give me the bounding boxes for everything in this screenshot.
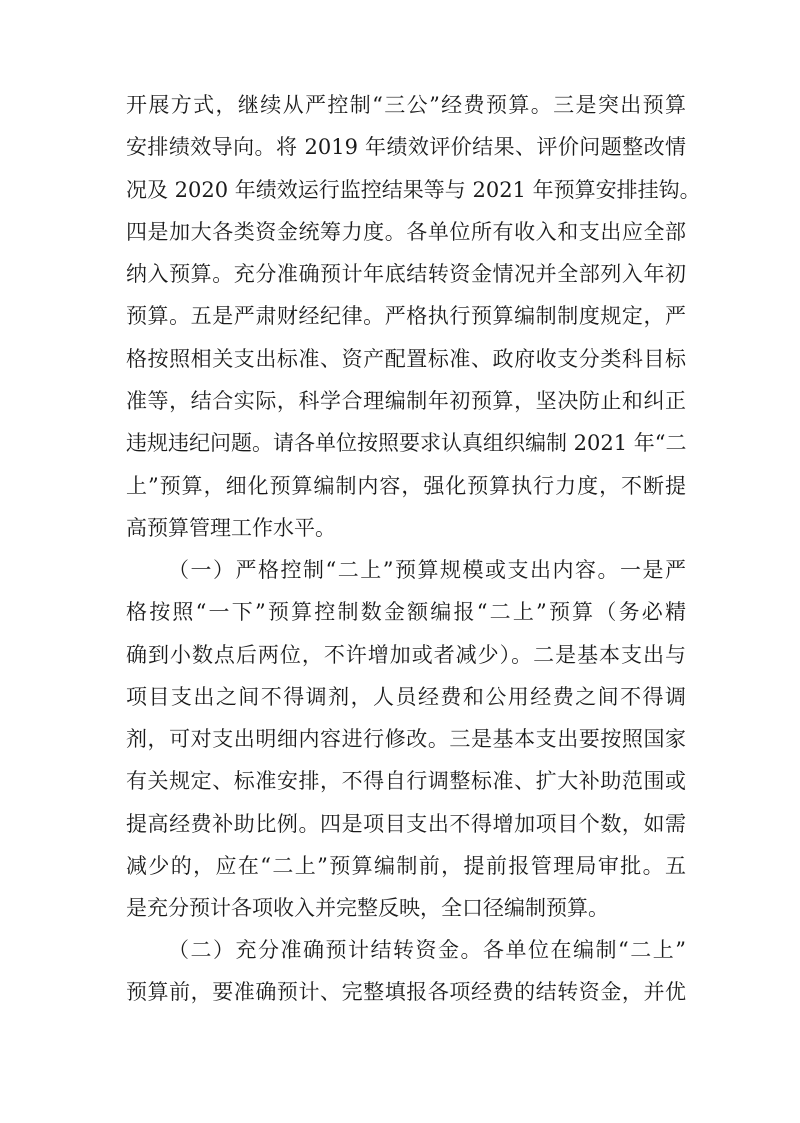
paragraph-section-two	[126, 929, 686, 1014]
text-line: 高预算管理工作水平。	[126, 515, 336, 540]
text-line: 况及 2020 年绩效运行监控结果等与 2021 年预算安排挂钩。	[126, 177, 701, 202]
text-line: 格按照“一下”预算控制数金额编报“二上”预算（务必精	[126, 600, 686, 625]
text-line: 预算。五是严肃财经纪律。严格执行预算编制制度规定，严	[126, 304, 686, 329]
text-line: 剂，可对支出明细内容进行修改。三是基本支出要按照国家	[126, 727, 686, 752]
paragraph-budget-principles	[126, 84, 701, 549]
text-line: 预算前，要准确预计、完整填报各项经费的结转资金，并优	[126, 980, 686, 1005]
text-line: 减少的，应在“二上”预算编制前，提前报管理局审批。五	[126, 854, 686, 879]
text-line: 有关规定、标准安排，不得自行调整标准、扩大补助范围或	[126, 769, 686, 794]
text-line: 提高经费补助比例。四是项目支出不得增加项目个数，如需	[126, 811, 686, 836]
text-line: 是充分预计各项收入并完整反映，全口径编制预算。	[126, 896, 609, 921]
text-line: 项目支出之间不得调剂，人员经费和公用经费之间不得调	[126, 684, 686, 709]
text-line: 确到小数点后两位，不许增加或者减少）。二是基本支出与	[126, 642, 686, 667]
text-line: 安排绩效导向。将 2019 年绩效评价结果、评价问题整改情	[126, 135, 686, 160]
section-heading-line: （二）充分准确预计结转资金。各单位在编制“二上”	[168, 938, 686, 962]
text-line: 开展方式，继续从严控制“三公”经费预算。三是突出预算	[126, 93, 686, 117]
section-heading-line: （一）严格控制“二上”预算规模或支出内容。一是严	[168, 558, 686, 582]
paragraph-section-one	[126, 549, 686, 930]
text-line: 上”预算，细化预算编制内容，强化预算执行力度，不断提	[126, 473, 686, 498]
text-line: 格按照相关支出标准、资产配置标准、政府收支分类科目标	[126, 346, 686, 371]
text-line: 违规违纪问题。请各单位按照要求认真组织编制 2021 年“二	[126, 431, 687, 456]
text-line: 四是加大各类资金统筹力度。各单位所有收入和支出应全部	[126, 219, 686, 244]
text-line: 准等，结合实际，科学合理编制年初预算，坚决防止和纠正	[126, 389, 686, 414]
text-line: 纳入预算。充分准确预计年底结转资金情况并全部列入年初	[126, 262, 686, 287]
